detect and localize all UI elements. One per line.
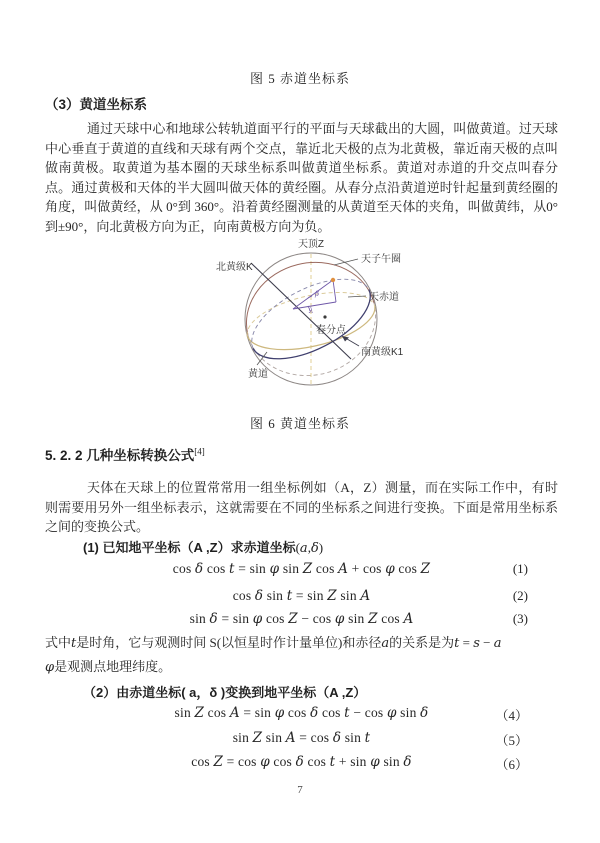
latitude-note: φ是观测点地理纬度。 (45, 659, 172, 675)
section522-heading-text: 5. 2. 2 几种坐标转换公式 (45, 448, 195, 463)
celestial-meridian-label: 天子午圈 (361, 254, 401, 265)
equation-1-number: (1) (512, 561, 528, 576)
ecliptic-sphere-svg (190, 233, 430, 397)
ecliptic-axis-line (251, 263, 351, 359)
zenith-label: 天顶Z (297, 239, 325, 250)
figure5-caption: 图 5 赤道坐标系 (249, 71, 350, 86)
equation-2-number: (2) (512, 588, 528, 603)
south-pole-leader-arrow (342, 336, 349, 342)
equation-row-3 (45, 611, 558, 629)
subsection2-heading: （2）由赤道坐标( a，δ )变换到地平坐标（A ,Z） (83, 685, 367, 700)
equation-row-5 (45, 730, 558, 748)
equation-5: sin Z sin A = cos δ sin t (232, 730, 371, 746)
subsection1-coords: (a,δ) (295, 540, 324, 556)
north-ecliptic-pole-label: 北黄级K (216, 262, 253, 273)
equation-5-number: （5） (495, 733, 528, 748)
section522-heading (45, 444, 205, 464)
equation-row-4 (45, 705, 558, 723)
lambda-angle-label: λ (309, 307, 314, 315)
equation-6-number: （6） (495, 757, 528, 772)
section522-reference-sup: [4] (194, 446, 205, 457)
figure6-diagram (190, 233, 430, 402)
equation-3-number: (3) (512, 611, 528, 626)
vernal-equinox-dot (323, 315, 326, 318)
south-ecliptic-pole-label: 南黄级K1 (361, 347, 404, 358)
beta-angle-label: β (315, 290, 320, 298)
equation-4: sin Z cos A = sin φ cos δ cos t − cos φ sin δ (174, 705, 429, 721)
vernal-equinox-label: 春分点 (316, 325, 346, 336)
celestial-equator-label: 天赤道 (369, 292, 399, 303)
equation-3: sin δ = sin φ cos Z − cos φ sin Z cos A (189, 611, 414, 627)
hour-angle-note: 式中t是时角，它与观测时间 S(以恒星时作计量单位)和赤径a的关系是为t = s − a (45, 635, 502, 651)
page-number: 7 (297, 784, 303, 796)
equation-4-number: （4） (495, 708, 528, 723)
ecliptic-label: 黄道 (248, 369, 268, 380)
celestial-body-dot (331, 278, 335, 282)
meridian-leader-line (334, 259, 358, 265)
subsection1-label: (1) 已知地平坐标（A ,Z）求赤道坐标 (83, 540, 296, 555)
subsection1-heading (83, 537, 323, 556)
longitude-line (293, 302, 336, 309)
equation-6: cos Z = cos φ cos δ cos t + sin φ sin δ (191, 754, 412, 770)
declination-segment (333, 280, 336, 302)
equation-row-1 (45, 561, 558, 579)
equation-row-6 (45, 754, 558, 772)
latitude-line (293, 280, 333, 309)
figure6-caption: 图 6 黄道坐标系 (249, 416, 350, 431)
equator-leader-line (348, 296, 366, 297)
section3-heading: （3）黄道坐标系 (45, 97, 148, 112)
equation-1: cos δ cos t = sin φ sin Z cos A + cos φ cos Z (172, 561, 431, 577)
equation-row-2 (45, 588, 558, 606)
section3-paragraph: 通过天球中心和地球公转轨道面平行的平面与天球截出的大圆，叫做黄道。过天球中心垂直于黄道的直线和天球有两个交点，靠近北天极的点为北黄极，靠近南天极的点叫做南黄极。取黄道为基本圈的天球坐标系叫做黄道坐标系。黄道对赤道的升交点叫春分点。通过黄极和天体的半大圆叫做天体的黄经圈。从春分点沿黄道逆时针起量到黄经圈的角度，叫做黄经，从 0°到 360°。沿着黄经圈测量的从黄道至天体的夹角，叫做黄纬，从0°到±90°，向北黄极方向为正，向南黄极方向为负。 (45, 121, 558, 234)
equation-2: cos δ sin t = sin Z sin A (232, 588, 371, 604)
section522-paragraph: 天体在天球上的位置常常用一组坐标例如（A，Z）测量，而在实际工作中，有时则需要用另外一组坐标表示，这就需要在不同的坐标系之间进行变换。下面是常用坐标系之间的变换公式。 (45, 480, 558, 534)
